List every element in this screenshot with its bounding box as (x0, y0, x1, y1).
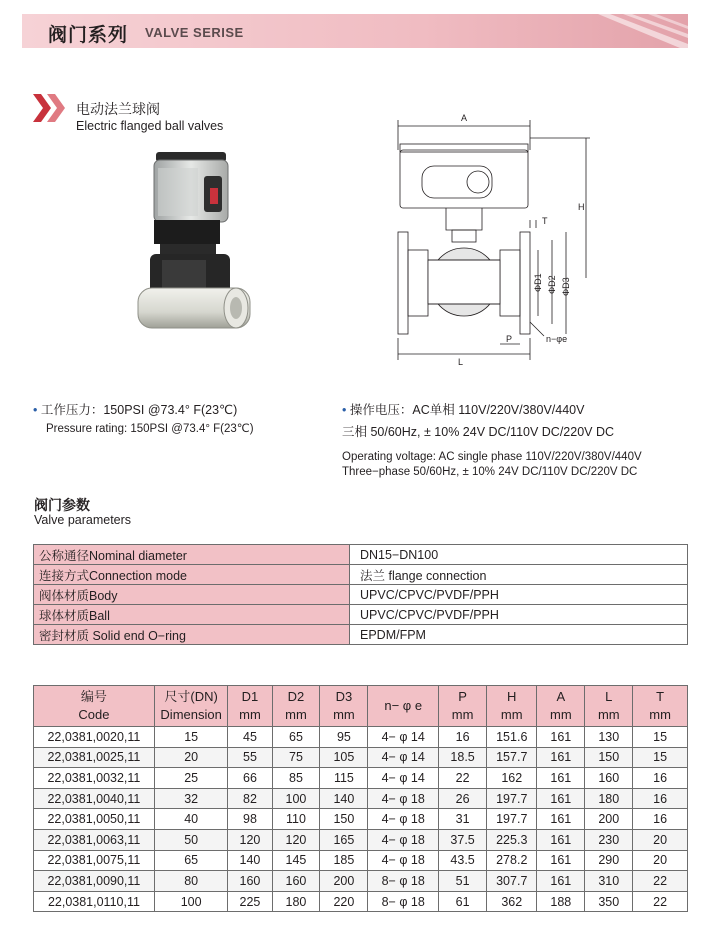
table-cell: 157.7 (487, 747, 537, 768)
table-cell: 4− φ 14 (368, 747, 439, 768)
table-cell: 362 (487, 891, 537, 912)
table-cell: 197.7 (487, 809, 537, 830)
table-header-row (34, 686, 688, 727)
table-cell: 40 (154, 809, 228, 830)
param-value: DN15−DN100 (350, 545, 688, 565)
table-cell: 188 (537, 891, 585, 912)
table-cell: 22,0381,0025,11 (34, 747, 155, 768)
table-cell: 200 (585, 809, 633, 830)
table-cell: 32 (154, 788, 228, 809)
table-row (34, 768, 688, 789)
table-cell: 278.2 (487, 850, 537, 871)
table-cell: 82 (228, 788, 272, 809)
dim-label-p: P (506, 334, 513, 344)
table-row (34, 829, 688, 850)
table-cell: 200 (320, 871, 368, 892)
table-cell: 161 (537, 850, 585, 871)
table-cell: 160 (228, 871, 272, 892)
table-row (34, 871, 688, 892)
table-cell: 61 (439, 891, 487, 912)
table-cell: 20 (154, 747, 228, 768)
technical-drawing (386, 110, 686, 370)
table-cell: 310 (585, 871, 633, 892)
table-cell: 350 (585, 891, 633, 912)
dim-label-t: T (542, 216, 548, 226)
col-header-dimension: 尺寸(DN) Dimension (154, 686, 228, 727)
table-cell: 150 (585, 747, 633, 768)
table-cell: 75 (272, 747, 320, 768)
table-cell: 161 (537, 829, 585, 850)
table-cell: 4− φ 18 (368, 788, 439, 809)
header-stripes (568, 14, 688, 48)
param-value: UPVC/CPVC/PVDF/PPH (350, 605, 688, 625)
param-value: EPDM/FPM (350, 625, 688, 645)
table-cell: 20 (633, 829, 688, 850)
table-cell: 31 (439, 809, 487, 830)
table-cell: 4− φ 18 (368, 809, 439, 830)
table-row (34, 891, 688, 912)
dim-label-a: A (461, 113, 468, 123)
table-cell: 161 (537, 809, 585, 830)
params-title-cn: 阀门参数 (34, 497, 90, 513)
table-cell: 4− φ 14 (368, 768, 439, 789)
table-cell: 18.5 (439, 747, 487, 768)
dim-label-n-phi-e: n−φe (546, 334, 568, 344)
table-cell: 151.6 (487, 727, 537, 748)
table-cell: 161 (537, 727, 585, 748)
dimensions-table-body (34, 727, 688, 912)
table-cell: 100 (272, 788, 320, 809)
table-cell: 15 (633, 747, 688, 768)
table-cell: 37.5 (439, 829, 487, 850)
dim-label-l: L (458, 357, 464, 367)
table-cell: 4− φ 14 (368, 727, 439, 748)
table-row (34, 585, 688, 605)
table-cell: 22 (439, 768, 487, 789)
param-label: 球体材质Ball (34, 605, 350, 625)
table-cell: 22,0381,0050,11 (34, 809, 155, 830)
table-cell: 98 (228, 809, 272, 830)
params-title-en: Valve parameters (34, 513, 132, 527)
table-cell: 22,0381,0063,11 (34, 829, 155, 850)
table-cell: 15 (154, 727, 228, 748)
table-cell: 55 (228, 747, 272, 768)
table-cell: 161 (537, 788, 585, 809)
table-cell: 307.7 (487, 871, 537, 892)
table-row (34, 625, 688, 645)
col-header-p: P mm (439, 686, 487, 727)
table-cell: 4− φ 18 (368, 850, 439, 871)
dim-label-d2: ΦD2 (547, 275, 557, 294)
table-cell: 100 (154, 891, 228, 912)
table-cell: 220 (320, 891, 368, 912)
table-cell: 225.3 (487, 829, 537, 850)
table-row (34, 565, 688, 585)
table-cell: 51 (439, 871, 487, 892)
table-cell: 160 (272, 871, 320, 892)
table-cell: 161 (537, 768, 585, 789)
table-cell: 80 (154, 871, 228, 892)
table-cell: 140 (320, 788, 368, 809)
table-cell: 65 (272, 727, 320, 748)
table-cell: 22 (633, 891, 688, 912)
page-title-cn: 阀门系列 (48, 25, 129, 46)
table-row (34, 788, 688, 809)
col-header-t: T mm (633, 686, 688, 727)
col-header-n-phi-e: n− φ e (368, 686, 439, 727)
table-cell: 110 (272, 809, 320, 830)
table-cell: 120 (228, 829, 272, 850)
table-cell: 161 (537, 747, 585, 768)
param-label: 密封材质 Solid end O−ring (34, 625, 350, 645)
table-cell: 120 (272, 829, 320, 850)
table-cell: 26 (439, 788, 487, 809)
table-cell: 22 (633, 871, 688, 892)
dimensions-table (33, 685, 688, 912)
table-cell: 25 (154, 768, 228, 789)
table-cell: 22,0381,0090,11 (34, 871, 155, 892)
table-cell: 16 (633, 809, 688, 830)
table-row (34, 850, 688, 871)
chevron-right-icon (33, 94, 71, 122)
table-cell: 225 (228, 891, 272, 912)
col-header-d3: D3 mm (320, 686, 368, 727)
dim-label-d3: ΦD3 (561, 277, 571, 296)
voltage-spec-en-1: Operating voltage: AC single phase 110V/220V/380V/440V (342, 451, 642, 463)
col-header-code: 编号 Code (34, 686, 155, 727)
table-cell: 160 (585, 768, 633, 789)
table-cell: 115 (320, 768, 368, 789)
bullet-icon: • (342, 403, 350, 417)
table-cell: 16 (633, 788, 688, 809)
table-row (34, 545, 688, 565)
param-label: 公称通径Nominal diameter (34, 545, 350, 565)
table-cell: 20 (633, 850, 688, 871)
table-row (34, 727, 688, 748)
table-cell: 22,0381,0040,11 (34, 788, 155, 809)
table-cell: 15 (633, 727, 688, 748)
table-cell: 85 (272, 768, 320, 789)
table-row (34, 747, 688, 768)
table-row (34, 605, 688, 625)
pressure-spec-en: Pressure rating: 150PSI @73.4° F(23℃) (46, 423, 254, 435)
table-cell: 197.7 (487, 788, 537, 809)
table-cell: 161 (537, 871, 585, 892)
table-cell: 16 (439, 727, 487, 748)
param-label: 阀体材质Body (34, 585, 350, 605)
table-cell: 105 (320, 747, 368, 768)
parameters-table (33, 544, 688, 645)
col-header-d1: D1 mm (228, 686, 272, 727)
table-cell: 22,0381,0032,11 (34, 768, 155, 789)
table-cell: 162 (487, 768, 537, 789)
table-cell: 66 (228, 768, 272, 789)
table-cell: 65 (154, 850, 228, 871)
table-cell: 50 (154, 829, 228, 850)
valve-photo (132, 148, 257, 338)
voltage-spec-cn-1: • 操作电压：AC单相 110V/220V/380V/440V (342, 403, 585, 417)
table-cell: 22,0381,0020,11 (34, 727, 155, 748)
table-cell: 22,0381,0110,11 (34, 891, 155, 912)
table-cell: 140 (228, 850, 272, 871)
table-cell: 8− φ 18 (368, 891, 439, 912)
table-cell: 165 (320, 829, 368, 850)
table-cell: 4− φ 18 (368, 829, 439, 850)
table-cell: 16 (633, 768, 688, 789)
voltage-spec-en-2: Three−phase 50/60Hz, ± 10% 24V DC/110V DC/220V DC (342, 466, 638, 478)
dim-label-d1: ΦD1 (533, 273, 543, 292)
page-title-en: VALVE SERISE (145, 25, 244, 40)
table-cell: 180 (272, 891, 320, 912)
col-header-a: A mm (537, 686, 585, 727)
table-cell: 43.5 (439, 850, 487, 871)
table-cell: 180 (585, 788, 633, 809)
table-cell: 45 (228, 727, 272, 748)
col-header-d2: D2 mm (272, 686, 320, 727)
product-title-en: Electric flanged ball valves (76, 119, 224, 133)
table-cell: 145 (272, 850, 320, 871)
table-cell: 95 (320, 727, 368, 748)
col-header-h: H mm (487, 686, 537, 727)
table-cell: 290 (585, 850, 633, 871)
dim-label-h: H (578, 202, 585, 212)
table-cell: 150 (320, 809, 368, 830)
pressure-spec-cn: • 工作压力：150PSI @73.4° F(23℃) (33, 403, 238, 417)
table-cell: 230 (585, 829, 633, 850)
param-label: 连接方式Connection mode (34, 565, 350, 585)
table-cell: 22,0381,0075,11 (34, 850, 155, 871)
voltage-spec-cn-2: 三相 50/60Hz, ± 10% 24V DC/110V DC/220V DC (342, 425, 615, 439)
product-title-cn: 电动法兰球阀 (76, 101, 160, 117)
param-value: UPVC/CPVC/PVDF/PPH (350, 585, 688, 605)
table-cell: 130 (585, 727, 633, 748)
param-value: 法兰 flange connection (350, 565, 688, 585)
table-cell: 8− φ 18 (368, 871, 439, 892)
table-row (34, 809, 688, 830)
col-header-l: L mm (585, 686, 633, 727)
table-cell: 185 (320, 850, 368, 871)
bullet-icon: • (33, 403, 41, 417)
